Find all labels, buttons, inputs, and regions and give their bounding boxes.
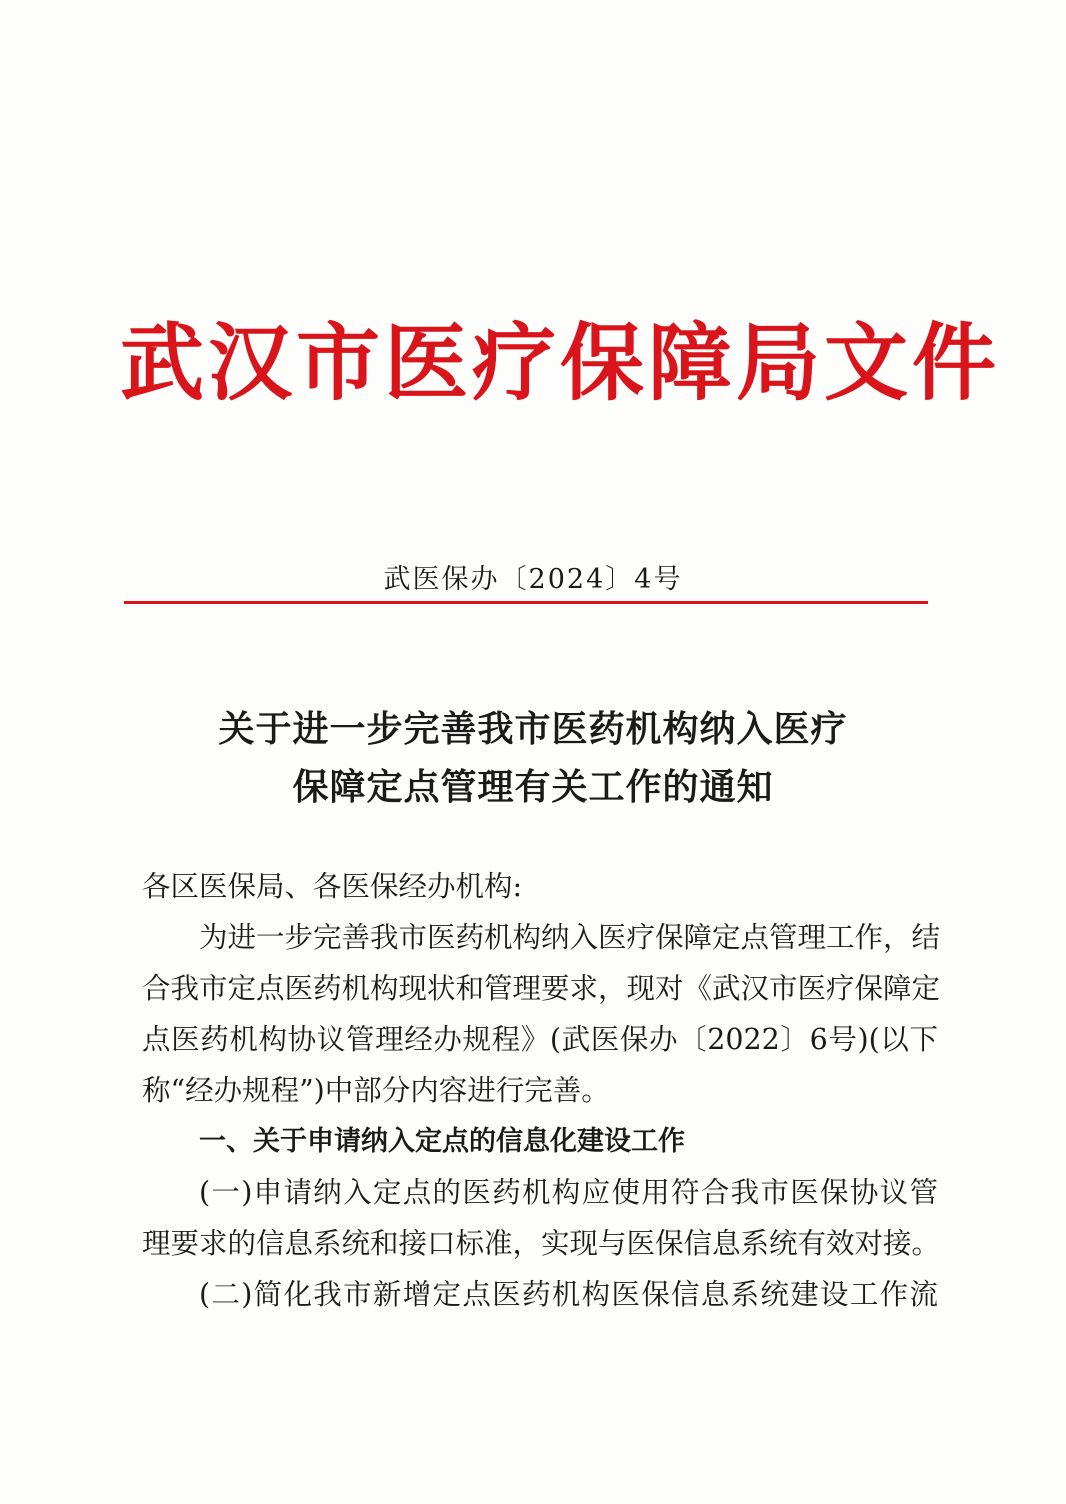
- intro-line-4: 称“经办规程”)中部分内容进行完善。: [142, 1074, 610, 1107]
- intro-line-1: 为进一步完善我市医药机构纳入医疗保障定点管理工作，结: [199, 921, 941, 954]
- intro-line-2: 合我市定点医药机构现状和管理要求，现对《武汉市医疗保障定: [142, 972, 941, 1005]
- item-2-line-1: (二)简化我市新增定点医药机构医保信息系统建设工作流: [199, 1278, 938, 1311]
- intro-line-3: 点医药机构协议管理经办规程》(武医保办〔2022〕6号)(以下: [142, 1023, 938, 1056]
- red-divider-line: [124, 601, 928, 604]
- section-heading-1: 一、关于申请纳入定点的信息化建设工作: [199, 1126, 685, 1157]
- document-body: [142, 861, 941, 1320]
- notice-title: [0, 700, 1066, 816]
- item-1-line-2: 理要求的信息系统和接口标准，实现与医保信息系统有效对接。: [142, 1227, 941, 1260]
- masthead-title: 武汉市医疗保障局文件: [120, 314, 1001, 412]
- document-number: 武医保办〔2024〕4号: [383, 564, 683, 595]
- notice-title-line-2: 保障定点管理有关工作的通知: [292, 766, 774, 808]
- salutation: 各区医保局、各医保经办机构:: [142, 870, 523, 903]
- item-1-line-1: (一)申请纳入定点的医药机构应使用符合我市医保协议管: [199, 1176, 938, 1209]
- notice-title-line-1: 关于进一步完善我市医药机构纳入医疗: [218, 708, 848, 750]
